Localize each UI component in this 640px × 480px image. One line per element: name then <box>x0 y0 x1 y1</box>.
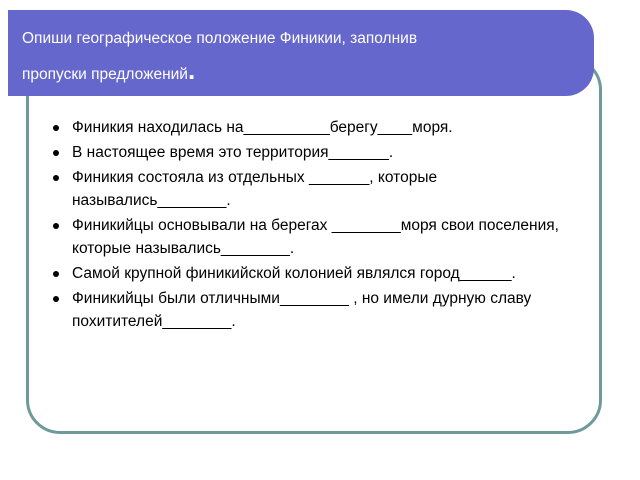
bullet-icon <box>53 296 59 302</box>
list-item-text: Самой крупной финикийской колонией являлся город______. <box>72 265 516 282</box>
title-line-1: Опиши географическое положение Финикии, заполнив <box>22 30 418 47</box>
title-period: . <box>187 55 196 85</box>
list-item-text: Финикия состояла из отдельных _______, которые назывались________. <box>72 169 438 209</box>
bullet-icon <box>53 271 59 277</box>
title-line-2-text: пропуски предложений <box>22 66 188 83</box>
list-item-text: Финикия находилась на__________берегу____моря. <box>72 119 453 136</box>
task-list <box>52 116 582 335</box>
bullet-icon <box>53 125 59 131</box>
list-item <box>52 262 582 285</box>
list-item <box>52 116 582 139</box>
list-item <box>52 141 582 164</box>
list-item <box>52 287 582 333</box>
list-item-text: Финикийцы основывали на берегах ________моря свои поселения, которые назывались________. <box>72 217 559 257</box>
bullet-icon <box>53 150 59 156</box>
bullet-icon <box>53 223 59 229</box>
list-item-text: Финикийцы были отличными________ , но имели дурную славу похитителей________. <box>72 290 532 330</box>
list-item <box>52 214 582 260</box>
list-item <box>52 166 582 212</box>
title-banner <box>8 10 594 96</box>
list-item-text: В настоящее время это территория_______. <box>72 144 394 161</box>
title-line-2 <box>22 57 580 93</box>
bullet-icon <box>53 175 59 181</box>
